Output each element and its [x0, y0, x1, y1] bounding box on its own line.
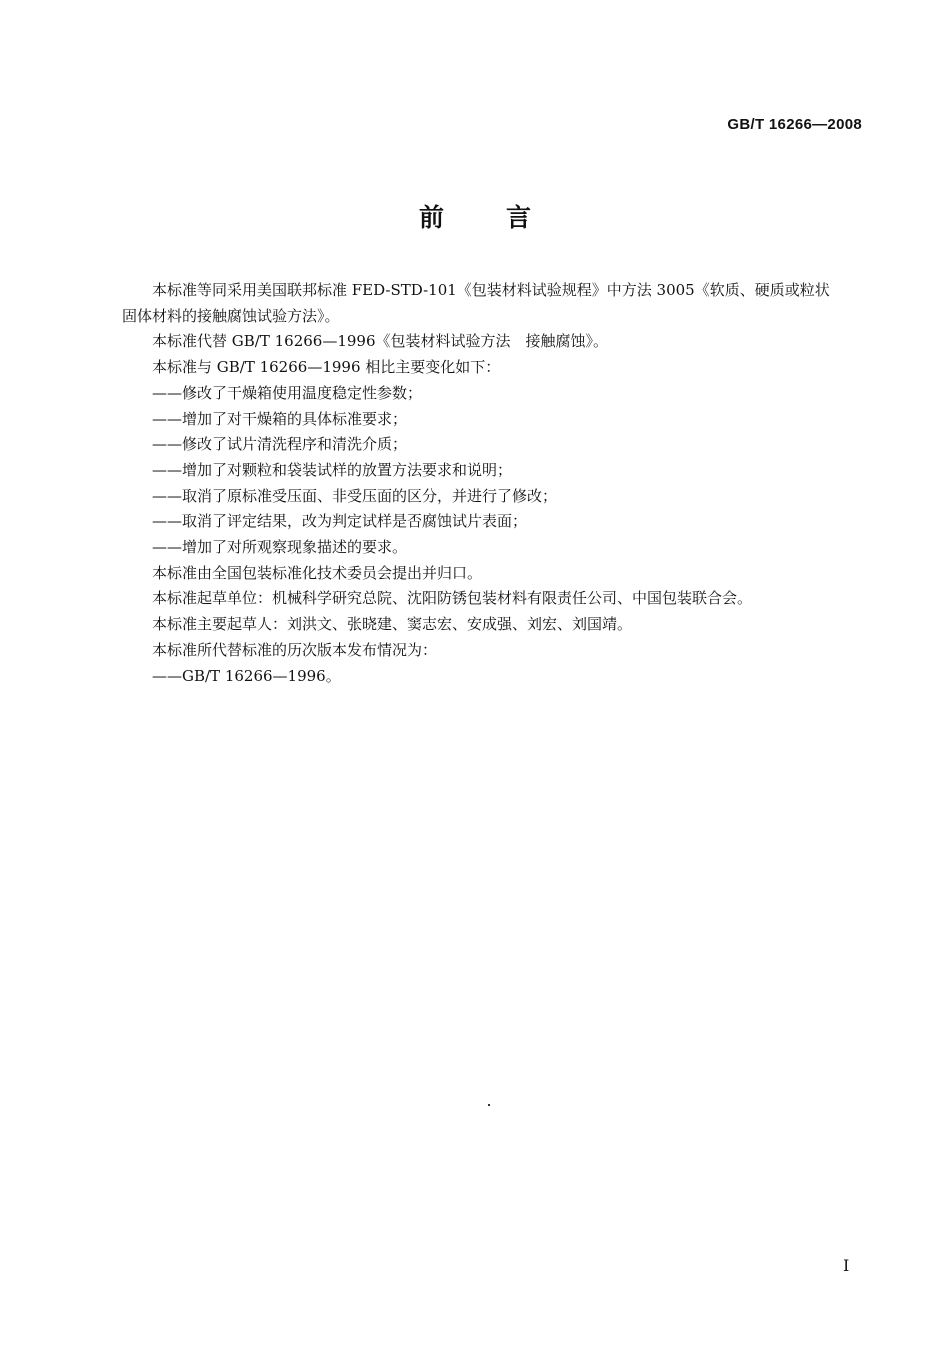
- paragraph-drafters: 本标准主要起草人：刘洪文、张晓建、窦志宏、安成强、刘宏、刘国靖。: [152, 615, 633, 634]
- list-item: ——修改了试片清洗程序和清洗介质；: [152, 435, 408, 454]
- list-item: ——取消了评定结果，改为判定试样是否腐蚀试片表面；: [152, 512, 528, 531]
- standard-number: GB/T 16266—2008: [727, 116, 862, 133]
- list-item: ——GB/T 16266—1996。: [152, 666, 341, 685]
- list-item: ——修改了干燥箱使用温度稳定性参数；: [152, 383, 423, 402]
- paragraph-history-intro: 本标准所代替标准的历次版本发布情况为：: [152, 640, 438, 659]
- paragraph-proposer: 本标准由全国包装标准化技术委员会提出并归口。: [152, 563, 483, 582]
- paragraph-replaces: 本标准代替 GB/T 16266—1996《包装材料试验方法 接触腐蚀》。: [152, 332, 608, 351]
- list-item: ——增加了对所观察现象描述的要求。: [152, 538, 408, 557]
- list-item: ——取消了原标准受压面、非受压面的区分，并进行了修改；: [152, 486, 558, 505]
- paragraph-drafting-units: 本标准起草单位：机械科学研究总院、沈阳防锈包装材料有限责任公司、中国包装联合会。: [152, 589, 753, 608]
- scan-artifact-dot: [488, 1104, 490, 1106]
- paragraph-adoption-line2: 固体材料的接触腐蚀试验方法》。: [122, 306, 340, 325]
- paragraph-adoption-line1: 本标准等同采用美国联邦标准 FED-STD-101《包装材料试验规程》中方法 3005《软质、硬质或粒状: [152, 281, 830, 299]
- page-number: I: [843, 1256, 850, 1275]
- list-item: ——增加了对颗粒和袋装试样的放置方法要求和说明；: [152, 460, 513, 479]
- list-item: ——增加了对干燥箱的具体标准要求；: [152, 409, 408, 428]
- foreword-body: [122, 278, 860, 689]
- page-title: 前言: [418, 203, 593, 232]
- paragraph-changes-intro: 本标准与 GB/T 16266—1996 相比主要变化如下：: [152, 358, 501, 377]
